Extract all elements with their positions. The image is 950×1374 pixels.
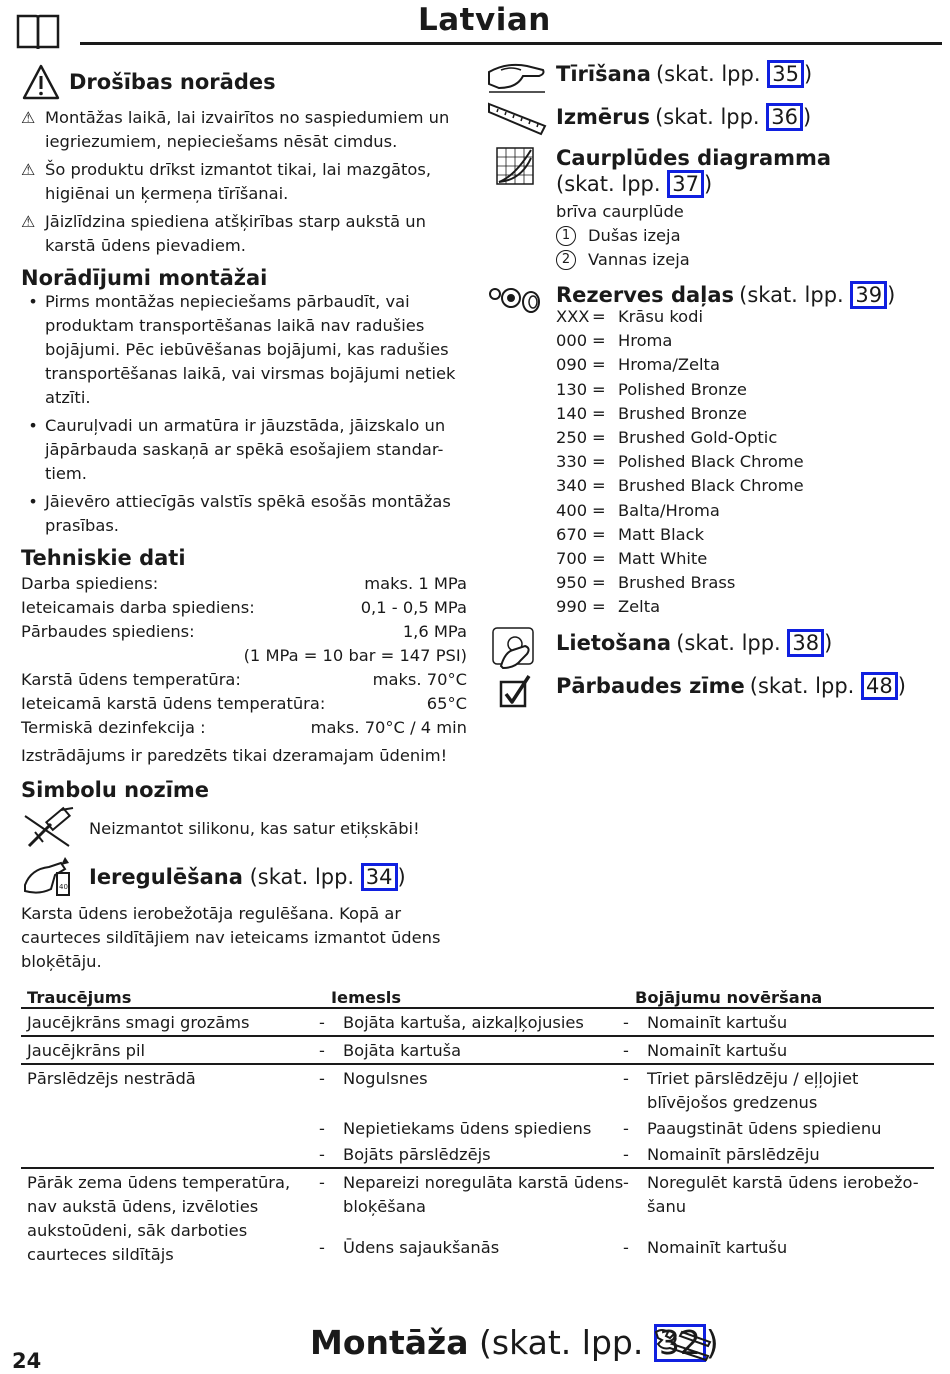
spare-page-link[interactable]: 39: [850, 281, 887, 309]
wrench-icon: [652, 1326, 714, 1362]
adjust-row: [21, 854, 467, 900]
usage-page-link[interactable]: 38: [787, 629, 824, 657]
color-code-row: 400 = Balta/Hroma: [556, 500, 720, 520]
page-number: 24: [12, 1349, 42, 1373]
tech-row: Termiskā dezinfekcija : maks. 70°C / 4 min: [21, 718, 467, 737]
svg-text:40: 40: [59, 883, 68, 891]
color-code-row: 140 = Brushed Bronze: [556, 403, 747, 423]
table-row: Jaucējkrāns smagi grozāms - Bojāta kartuša, aizkaļķojusies - Nomainīt kartušu: [21, 1008, 934, 1036]
silicone-row: [21, 806, 467, 850]
warning-icon: [21, 63, 61, 101]
table-row: Pārāk zema ūdens temperatūra, nav aukstā ūdens, izvēloties aukstoūdeni, sāk darboties caurteces sildītājs - Nepareizi noregulāta karstā ūdens bloķēšana - Noregulēt karstā ūdens ierobežo-šanu: [27, 1173, 919, 1264]
tech-row: Pārbaudes spiediens: 1,6 MPa: [21, 622, 467, 641]
right-column: [487, 60, 942, 720]
page-title: Latvian: [418, 2, 551, 38]
color-code-row: 330 = Polished Black Chrome: [556, 452, 804, 472]
table-row: - Ūdens sajaukšanās - Nomainīt kartušu: [319, 1237, 788, 1257]
color-code-list: [556, 305, 936, 620]
table-row: Jaucējkrāns pil - Bojāta kartuša - Nomainīt kartušu: [21, 1036, 934, 1064]
tech-heading: Tehniskie dati: [21, 546, 186, 570]
color-code-row: 700 = Matt White: [556, 549, 708, 569]
warning-small-icon: ⚠: [21, 160, 36, 179]
assembly-page-link[interactable]: 32: [654, 1324, 706, 1362]
table-row: Pārslēdzējs nestrādā - Nogulsnes - Tīriet pārslēdzēju / eļļojiet blīvējošos gredzenus: [27, 1069, 859, 1112]
install-bullet: • Pirms montāžas nepieciešams pārbaudīt, vai produktam transportēšanas laikā nav radušies bojājumi. Pēc iebūvēšanas bojājumi, kas radušies transportēšanas laikā, vai virsmas bojājumi netiek atzīti.: [28, 292, 456, 407]
usage-heading: Lietošana (skat. lpp. 38 ): [556, 631, 833, 655]
outlet-item: 2 Vannas izeja: [556, 248, 936, 272]
column-header: Iemesls: [325, 983, 629, 1008]
left-column: [21, 60, 467, 974]
silicone-note: Neizmantot silikonu, kas satur etiķskābi!: [89, 818, 420, 838]
flow-page-link[interactable]: 37: [667, 170, 704, 198]
ruler-icon: [487, 100, 547, 138]
install-heading: Norādījumi montāžai: [21, 266, 268, 290]
tech-row: Ieteicamais darba spiediens: 0,1 - 0,5 MPa: [21, 598, 467, 617]
silicone-gun-icon: [21, 806, 81, 850]
color-code-row: 130 = Polished Bronze: [556, 379, 747, 399]
color-code-row: 340 = Brushed Black Chrome: [556, 476, 804, 496]
warning-small-icon: ⚠: [21, 212, 36, 231]
flow-heading: Caurplūdes diagramma (skat. lpp. 37 ) brīva caurplūde 1 Dušas izeja 2 Vannas izeja: [556, 146, 936, 272]
drinking-water-note: Izstrādājums ir paredzēts tikai dzeramajam ūdenim!: [21, 746, 448, 765]
color-code-row: 990 = Zelta: [556, 597, 661, 617]
install-bullet: • Cauruļvadi un armatūra ir jāuzstāda, jāizskalo un jāpārbauda saskaņā ar spēkā esošajiem standar-tiem.: [28, 416, 446, 483]
tech-row: Ieteicamā karstā ūdens temperatūra: 65°C: [21, 694, 467, 713]
operating-hand-icon: [491, 626, 541, 670]
adjusting-hand-icon: [21, 855, 81, 899]
tech-section: [21, 546, 467, 768]
safety-section: [21, 60, 467, 258]
warning-small-icon: ⚠: [21, 108, 36, 127]
safety-heading: Drošības norādes: [69, 70, 276, 94]
adjust-page-link[interactable]: 34: [361, 863, 398, 891]
safety-item: ⚠ Montāžas laikā, lai izvairītos no saspiedumiem un iegriezumiem, nepieciešams nēsāt cimdus.: [21, 108, 450, 151]
cleaning-heading: Tīrīšana (skat. lpp. 35 ): [556, 62, 813, 86]
check-heading: Pārbaudes zīme (skat. lpp. 48 ): [556, 674, 906, 698]
column-header: Bojājumu novēršana: [629, 983, 934, 1008]
spare-parts-icon: [487, 282, 547, 318]
table-row: - Bojāts pārslēdzējs - Nomainīt pārslēdzēju: [21, 1141, 934, 1168]
cleaning-hand-icon: [487, 60, 547, 94]
check-page-link[interactable]: 48: [861, 672, 898, 700]
color-code-row: 950 = Brushed Brass: [556, 573, 736, 593]
color-code-row: 090 = Hroma/Zelta: [556, 355, 720, 375]
color-code-row: 250 = Brushed Gold-Optic: [556, 428, 778, 448]
adjust-heading: Ieregulēšana (skat. lpp. 34 ): [89, 865, 406, 889]
color-code-row: 000 = Hroma: [556, 331, 673, 351]
adjust-text: Karsta ūdens ierobežotāja regulēšana. Kopā ar caurteces sildītājiem nav ieteicams izmantot ūdens bloķētāju.: [21, 904, 441, 971]
dimensions-page-link[interactable]: 36: [766, 103, 803, 131]
dimensions-heading: Izmērus (skat. lpp. 36 ): [556, 105, 812, 129]
safety-item: ⚠ Šo produktu drīkst izmantot tikai, lai mazgātos, higiēnai un ķermeņa tīrīšanai.: [21, 160, 432, 203]
tech-row: Darba spiediens: maks. 1 MPa: [21, 574, 467, 593]
checkmark-box-icon: [499, 674, 531, 710]
free-flow-label: brīva caurplūde: [556, 202, 684, 221]
table-row: - Nepietiekams ūdens spiediens - Paaugstināt ūdens spiedienu: [319, 1119, 882, 1138]
tech-row: (1 MPa = 10 bar = 147 PSI): [243, 646, 467, 665]
outlet-item: 1 Dušas izeja: [556, 224, 936, 248]
spare-heading: Rezerves daļas (skat. lpp. 39 ) XXX = Krāsu kodi 000 = Hroma 090 = Hroma/Zelta 130 = Polished Bronze 140 = Brushed Bronze 250 = Brushed Gold-Optic 330 = Polished Black Chrome 340 = Brushed Black Chrome 400 = Balta/Hroma 670 = Matt Black 700 = Matt White 950 = Brushed Brass 990 = Zelta: [556, 281, 936, 620]
flow-chart-icon: [495, 146, 535, 186]
install-bullet: • Jāievēro attiecīgās valstīs spēkā esošās montāžas prasības.: [28, 492, 451, 535]
column-header: Traucējums: [21, 983, 325, 1008]
color-code-row: 670 = Matt Black: [556, 524, 705, 544]
header-rule: [80, 42, 942, 45]
safety-item: ⚠ Jāizlīdzina spiediena atšķirības starp aukstā un karstā ūdens pievadiem.: [21, 212, 426, 255]
install-section: [21, 266, 467, 538]
table-header-row: [21, 983, 934, 1008]
manual-book-icon: [15, 12, 61, 52]
color-code-row: XXX = Krāsu kodi: [556, 307, 703, 326]
tech-row: Karstā ūdens temperatūra: maks. 70°C: [21, 670, 467, 689]
cleaning-page-link[interactable]: 35: [767, 60, 804, 88]
symbols-section: [21, 778, 467, 974]
assembly-heading: Montāža (skat. lpp. 32 ): [310, 1323, 719, 1362]
safety-heading-row: [21, 60, 467, 104]
troubleshooting-table: [21, 983, 934, 1267]
symbols-heading: Simbolu nozīme: [21, 778, 210, 802]
